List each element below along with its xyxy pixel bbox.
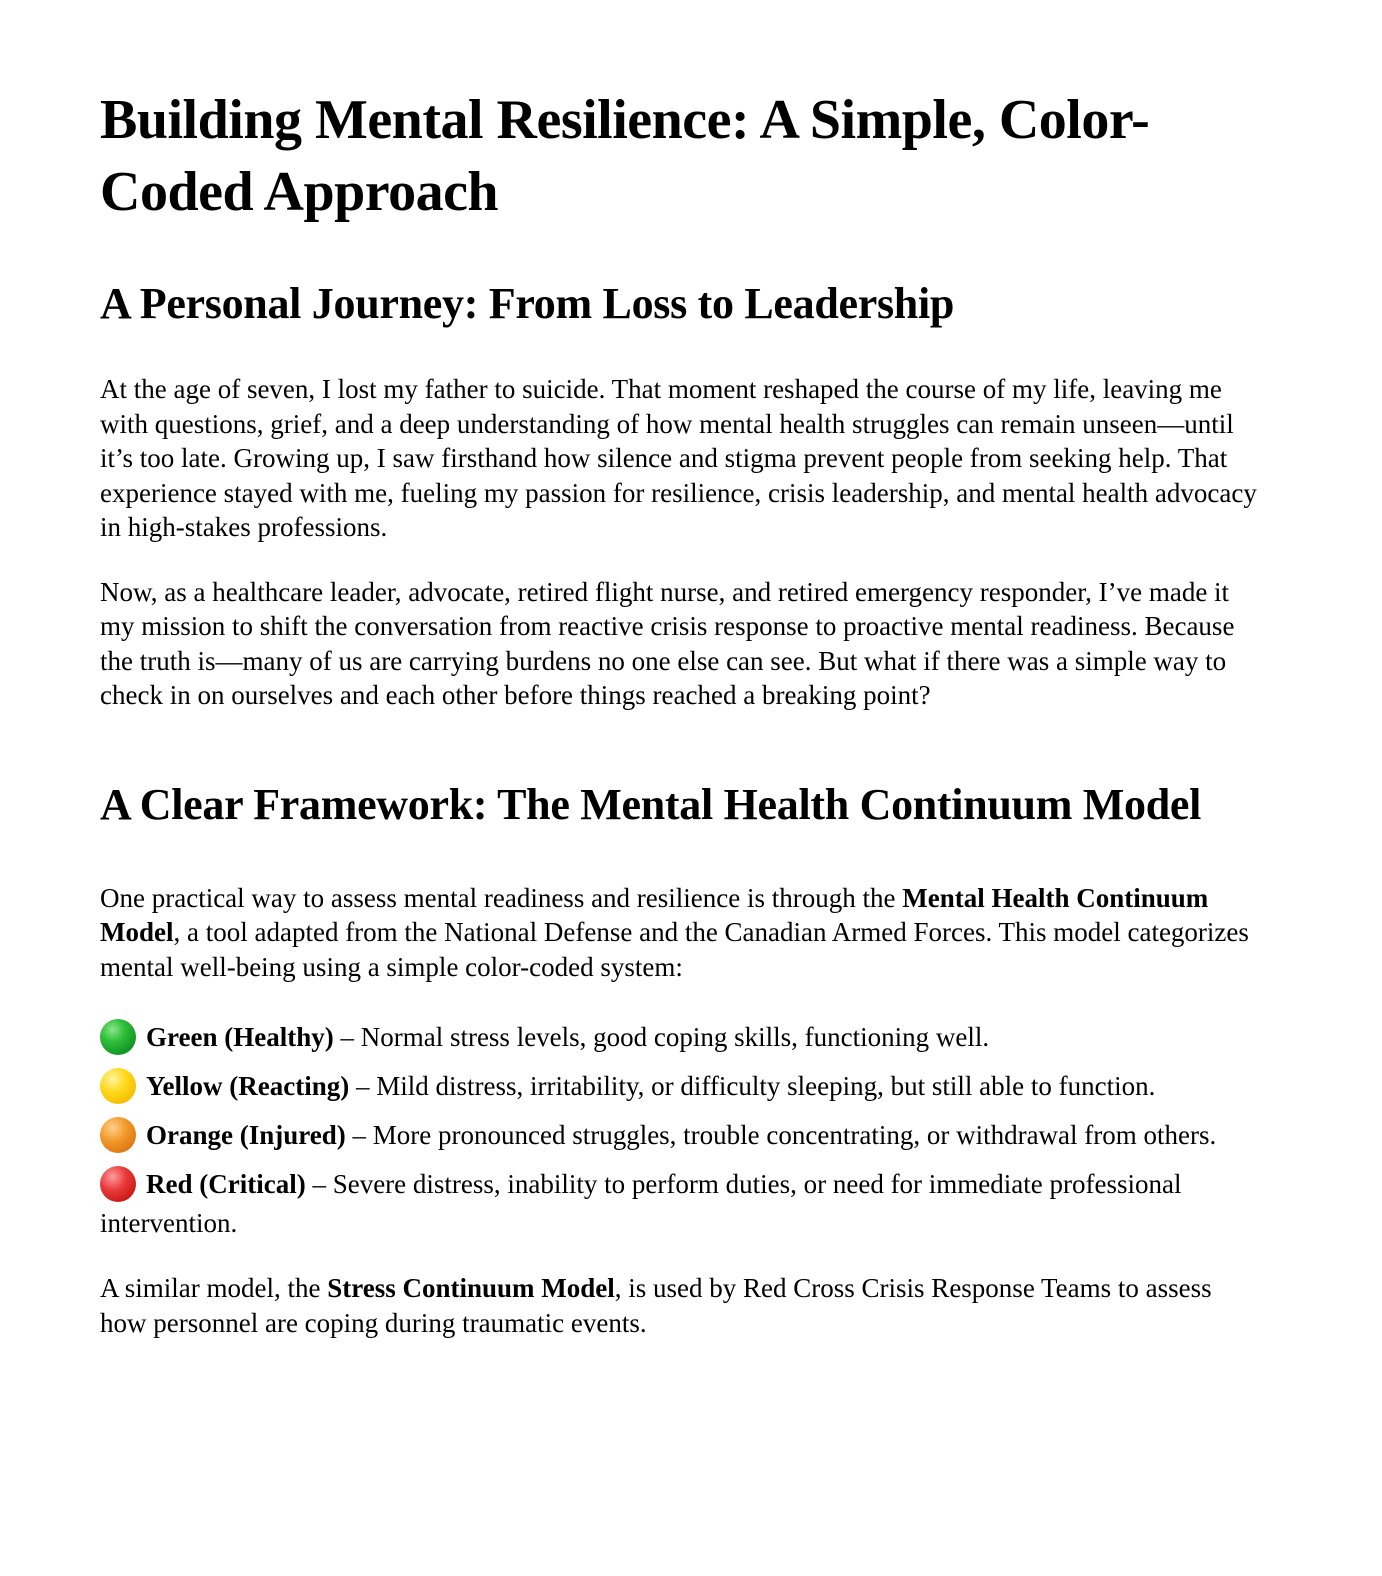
orange-circle-icon bbox=[100, 1117, 136, 1153]
similar-model-text: A similar model, the bbox=[100, 1273, 328, 1303]
similar-model-paragraph bbox=[100, 1271, 1262, 1340]
level-description: – Severe distress, inability to perform duties, or need for immediate professional intervention. bbox=[100, 1169, 1182, 1238]
framework-intro-text: One practical way to assess mental readiness and resilience is through the bbox=[100, 882, 903, 913]
level-label: Green (Healthy) bbox=[146, 1022, 334, 1052]
framework-intro-text-end: , a tool adapted from the National Defense and the Canadian Armed Forces. This model categorizes mental well-being using a simple color-coded system: bbox=[100, 917, 1249, 982]
red-circle-icon bbox=[100, 1166, 136, 1202]
section-heading-framework: A Clear Framework: The Mental Health Continuum Model bbox=[100, 779, 1202, 829]
continuum-level-red bbox=[100, 1165, 1262, 1243]
level-description: – Normal stress levels, good coping skills, functioning well. bbox=[333, 1022, 990, 1052]
continuum-level-orange bbox=[100, 1116, 1262, 1155]
level-description: – Mild distress, irritability, or difficulty sleeping, but still able to function. bbox=[349, 1071, 1156, 1101]
continuum-level-green bbox=[100, 1018, 1262, 1057]
green-circle-icon bbox=[100, 1019, 136, 1055]
level-label: Red (Critical) bbox=[146, 1169, 306, 1199]
framework-model-name: Mental Health Continuum Model bbox=[100, 882, 1209, 947]
section-heading-journey: A Personal Journey: From Loss to Leadership bbox=[100, 279, 955, 328]
level-label: Orange (Injured) bbox=[146, 1120, 346, 1150]
level-label: Yellow (Reacting) bbox=[146, 1071, 350, 1101]
stress-model-name: Stress Continuum Model bbox=[327, 1273, 615, 1303]
framework-intro-paragraph bbox=[100, 881, 1262, 985]
level-description: – More pronounced struggles, trouble concentrating, or withdrawal from others. bbox=[345, 1120, 1217, 1150]
similar-model-text-end: , is used by Red Cross Crisis Response Teams to assess how personnel are coping during traumatic events. bbox=[100, 1273, 1212, 1338]
page-title: Building Mental Resilience: A Simple, Color-Coded Approach bbox=[100, 89, 1150, 223]
journey-paragraph-1: At the age of seven, I lost my father to suicide. That moment reshaped the course of my life, leaving me with questions, grief, and a deep understanding of how mental health struggles can remain unseen—until it’s too late. Growing up, I saw firsthand how silence and stigma prevent people from seeking help. That experience stayed with me, fueling my passion for resilience, crisis leadership, and mental health advocacy in high-stakes professions. bbox=[100, 374, 1257, 542]
continuum-levels-list bbox=[100, 1018, 1262, 1243]
journey-paragraph-2: Now, as a healthcare leader, advocate, retired flight nurse, and retired emergency responder, I’ve made it my mission to shift the conversation from reactive crisis response to proactive mental readiness. Because the truth is—many of us are carrying burdens no one else can see. But what if there was a simple way to check in on ourselves and each other before things reached a breaking point? bbox=[100, 576, 1235, 710]
yellow-circle-icon bbox=[100, 1068, 136, 1104]
continuum-level-yellow bbox=[100, 1067, 1262, 1106]
